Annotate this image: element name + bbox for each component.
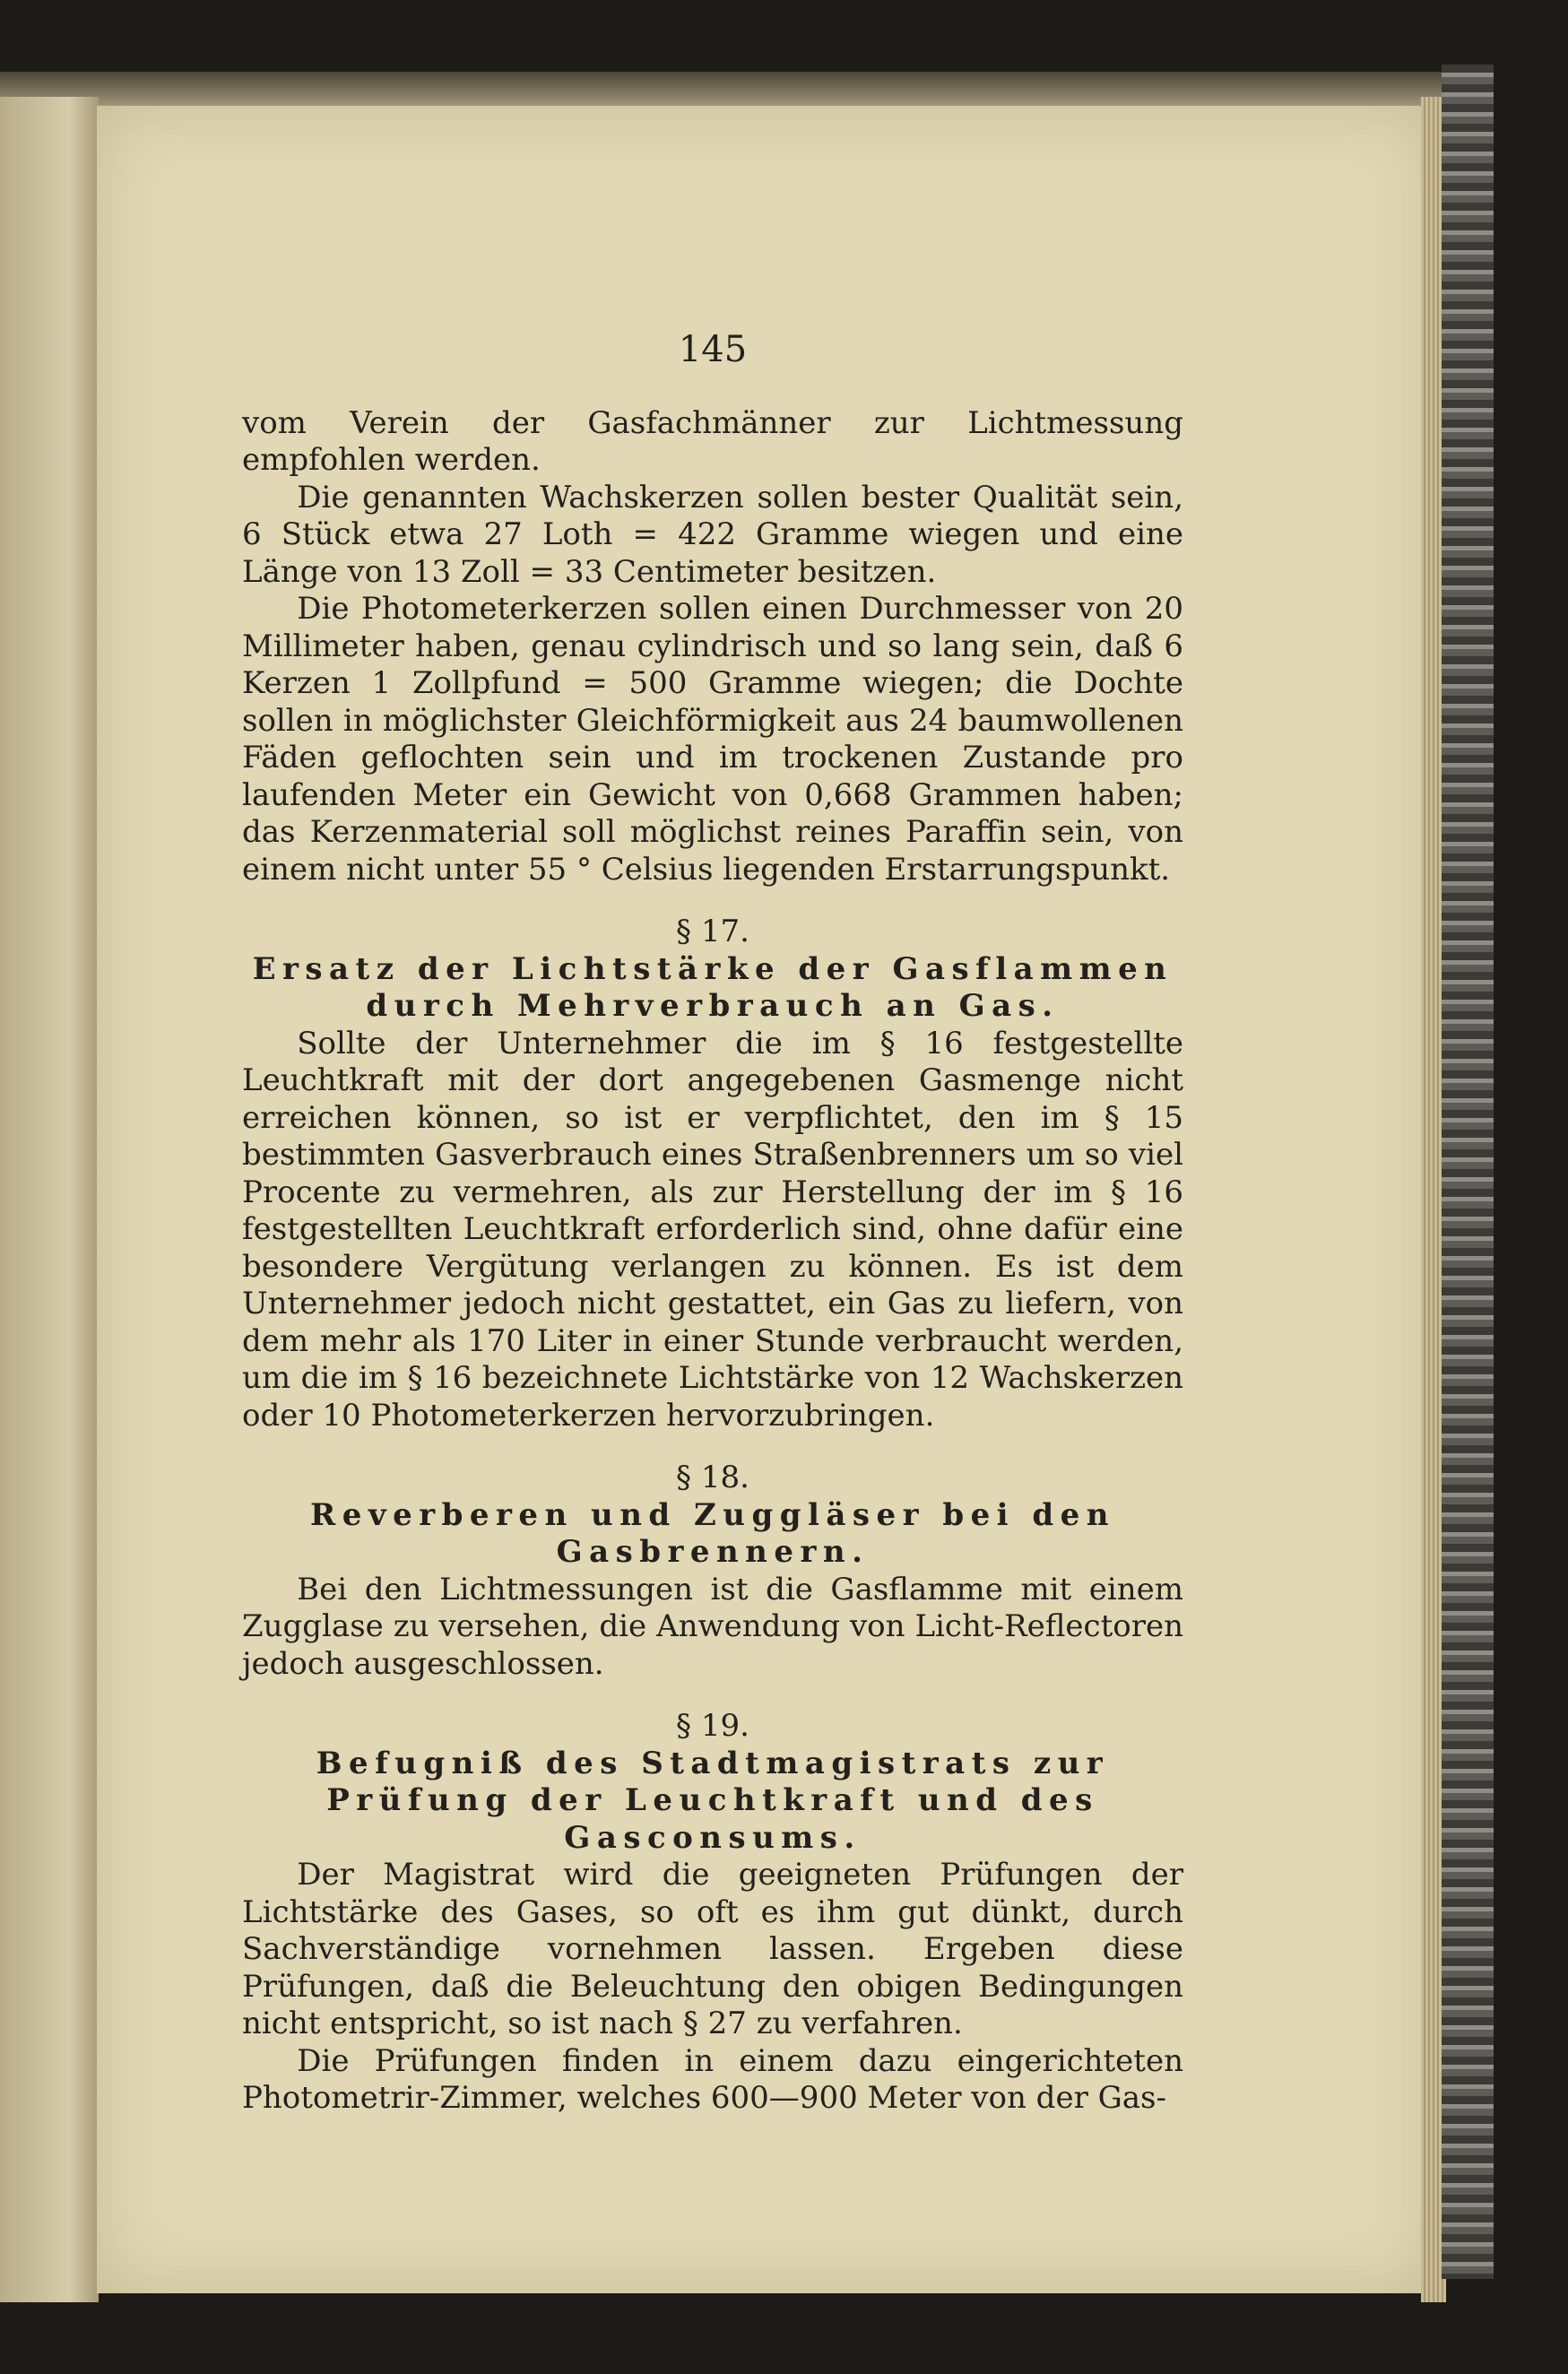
intro-paragraph-2: Die genannten Wachskerzen sollen bester Qualität sein, 6 Stück etwa 27 Loth = 422 Gramme wiegen und eine Länge von 13 Zoll = 33 Centimeter besitzen.: [242, 479, 1183, 590]
section-17-number: § 17.: [676, 914, 749, 949]
section-17-title: Ersatz der Lichtstärke der Gasflammen durch Mehrverbrauch an Gas.: [252, 950, 1174, 1024]
section-17-paragraph: Sollte der Unternehmer die im § 16 festgestellte Leuchtkraft mit der dort angegebenen Gasmenge nicht erreichen können, so ist er verpflichtet, den im § 15 bestimmten Gasverbrauch eines Straßenbrenners um so viel Procente zu vermehren, als zur Herstellung der im § 16 festgestellten Leuchtkraft erforderlich sind, ohne dafür eine besondere Vergütung verlangen zu können. Es ist dem Unternehmer jedoch nicht gestattet, ein Gas zu liefern, von dem mehr als 170 Liter in einer Stunde verbraucht werden, um die im § 16 bezeichnete Lichtstärke von 12 Wachskerzen oder 10 Photometerkerzen hervorzubringen.: [242, 1025, 1183, 1434]
page-text: [242, 329, 1183, 2118]
section-19-number: § 19.: [676, 1708, 749, 1744]
section-19-title: Befugniß des Stadtmagistrats zur Prüfung der Leuchtkraft und des Gasconsums.: [316, 1745, 1110, 1856]
section-18-title: Reverberen und Zuggläser bei den Gasbrennern.: [310, 1496, 1115, 1570]
section-18-number: § 18.: [676, 1460, 749, 1495]
page-number: 145: [678, 329, 748, 370]
section-18-paragraph: Bei den Lichtmessungen ist die Gasflamme mit einem Zugglase zu versehen, die Anwendung von Licht-Reflectoren jedoch ausgeschlossen.: [242, 1571, 1183, 1682]
section-19-paragraph-2: Die Prüfungen finden in einem dazu eingerichteten Photometrir-Zimmer, welches 600—900 Meter von der Gas-: [242, 2042, 1183, 2116]
intro-paragraph-3: Die Photometerkerzen sollen einen Durchmesser von 20 Millimeter haben, genau cylindrisch und so lang sein, daß 6 Kerzen 1 Zollpfund = 500 Gramme wiegen; die Dochte sollen in möglichster Gleichförmigkeit aus 24 baumwollenen Fäden geflochten sein und im trockenen Zustande pro laufenden Meter ein Gewicht von 0,668 Grammen haben; das Kerzenmaterial soll möglichst reines Paraffin sein, von einem nicht unter 55 ° Celsius liegenden Erstarrungspunkt.: [242, 591, 1183, 888]
book-cover-edge: [1442, 65, 1494, 2279]
facing-page-edge: [0, 97, 99, 2302]
section-19-paragraph-1: Der Magistrat wird die geeigneten Prüfungen der Lichtstärke des Gases, so oft es ihm gut dünkt, durch Sachverständige vornehmen lassen. Ergeben diese Prüfungen, daß die Beleuchtung den obigen Bedingungen nicht entspricht, so ist nach § 27 zu verfahren.: [242, 1857, 1183, 2041]
intro-paragraph-1: vom Verein der Gasfachmänner zur Lichtmessung empfohlen werden.: [242, 404, 1183, 478]
